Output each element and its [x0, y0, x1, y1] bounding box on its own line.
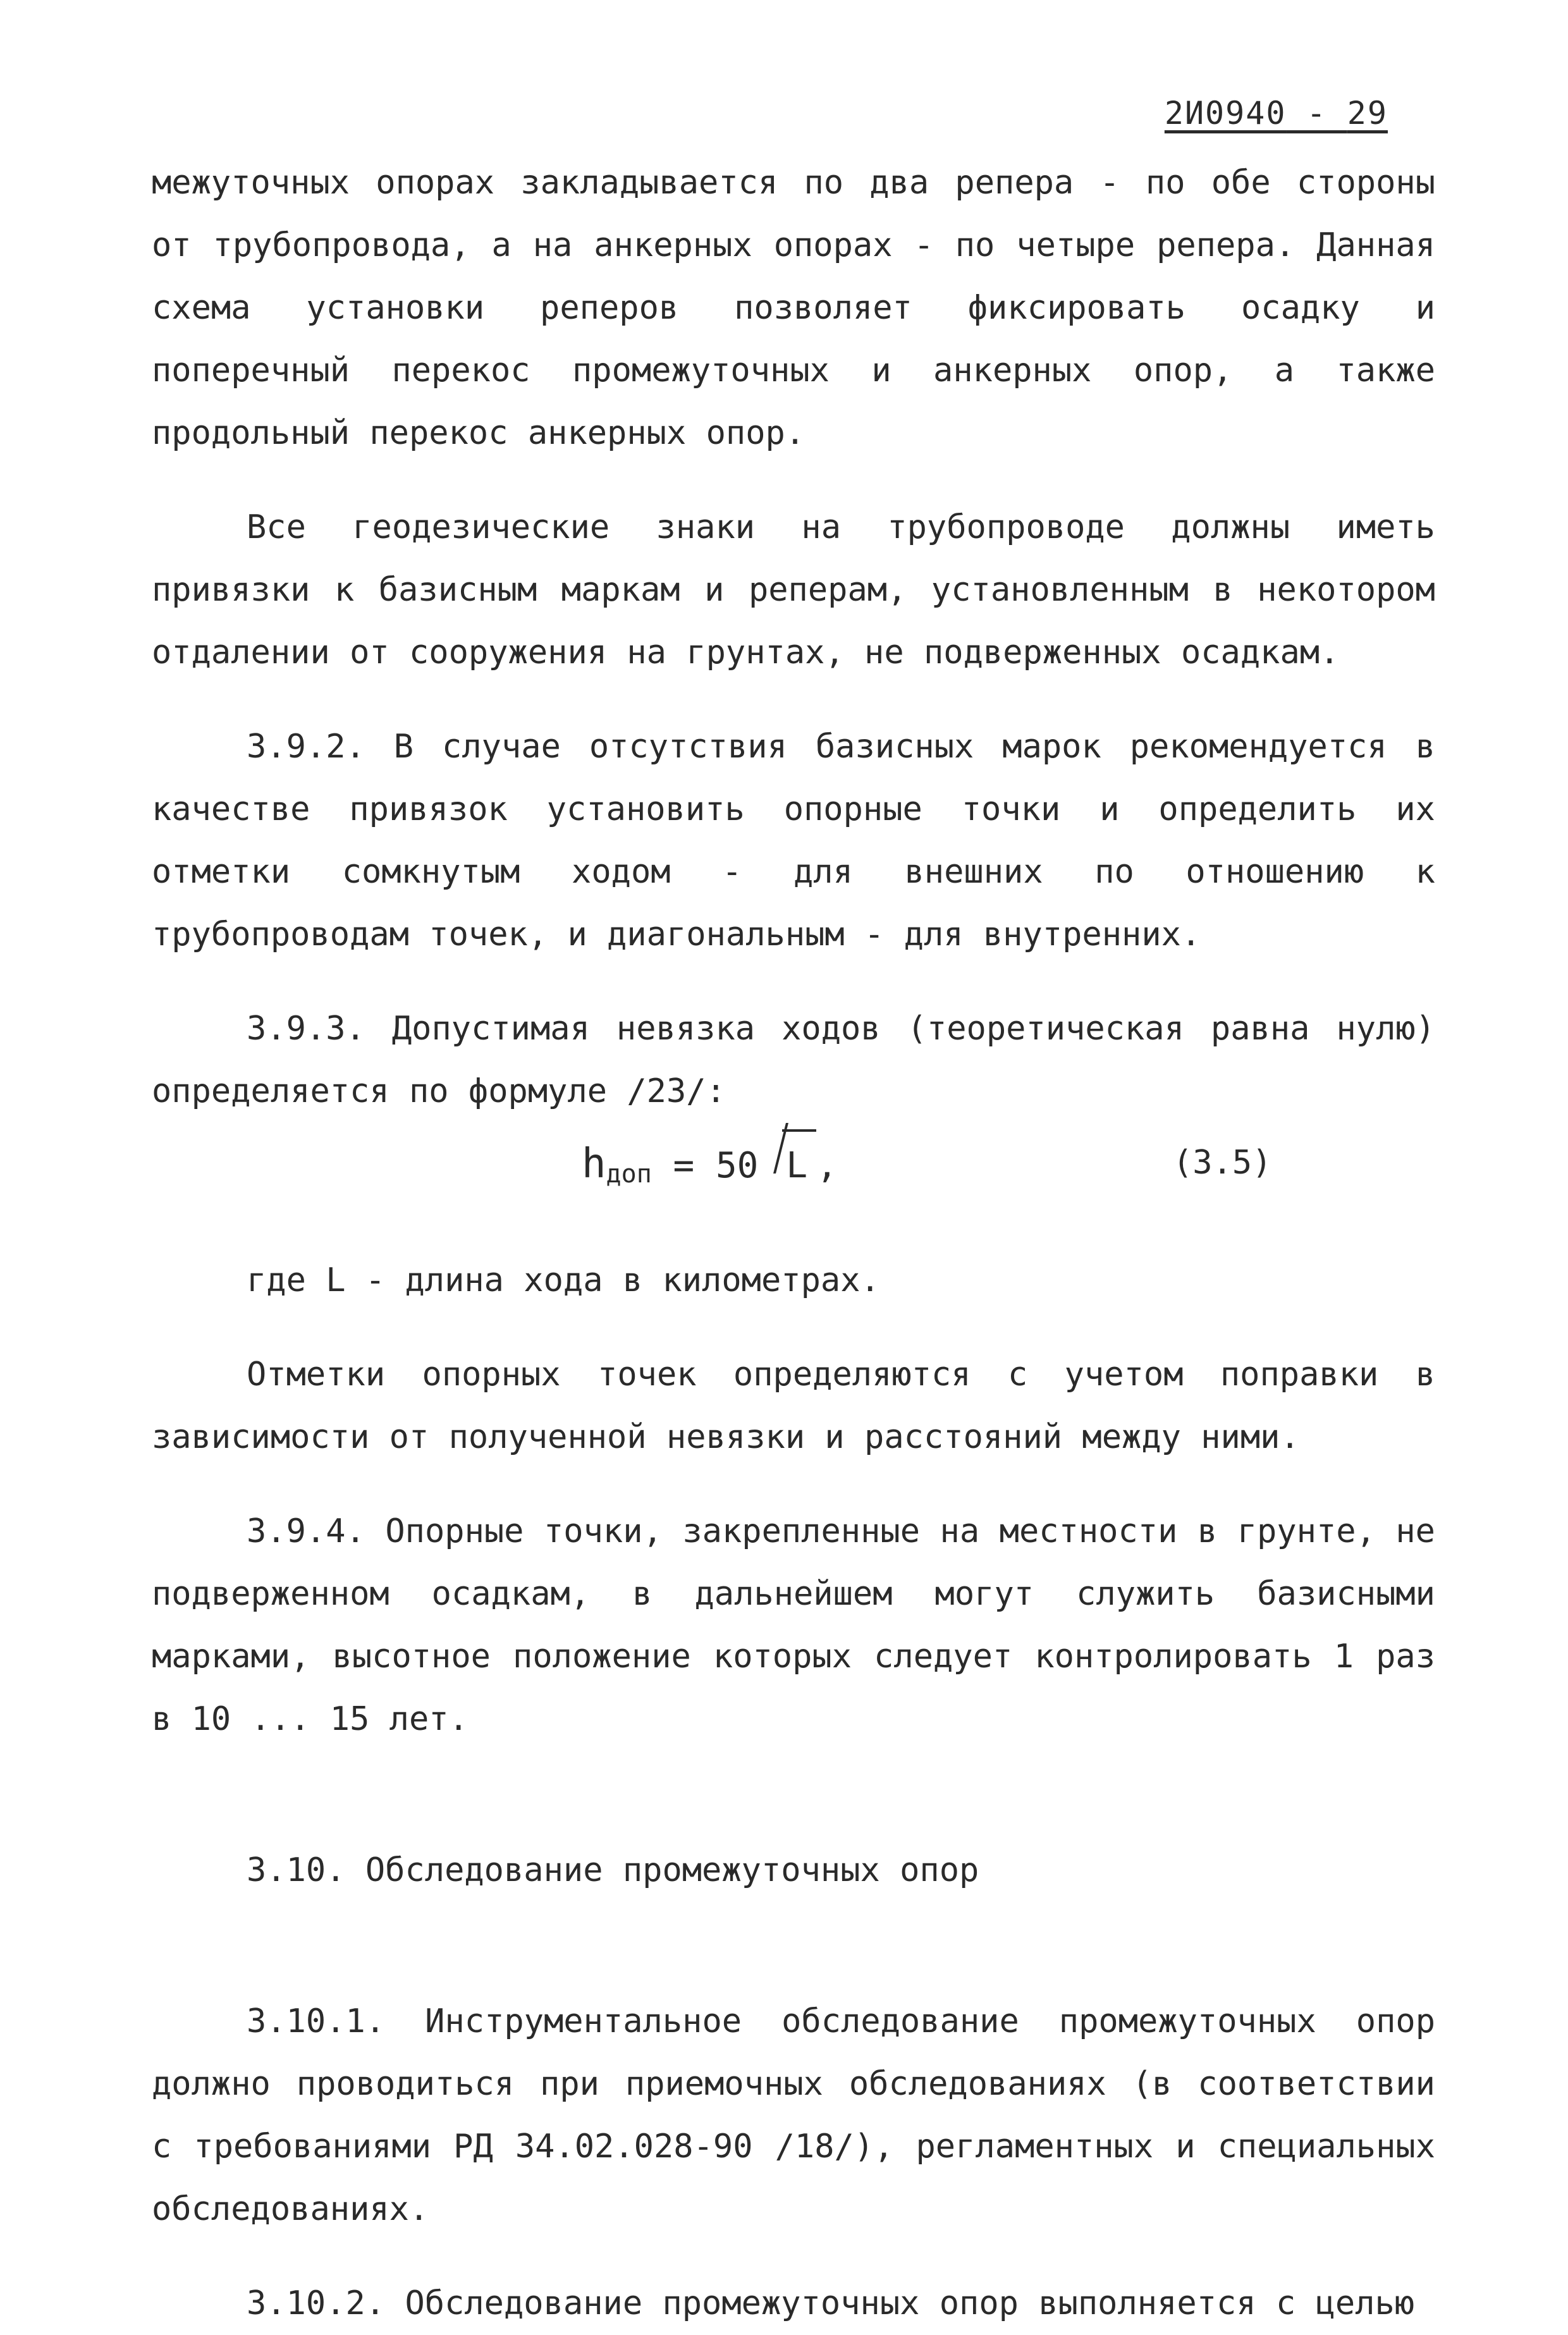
paragraph-reference-marks: Отметки опорных точек определяются с учетом поправки в зависимости от полученной невязки и расстояний между ними. — [152, 1356, 1435, 1456]
equation-number: (3.5) — [1173, 1144, 1272, 1182]
square-root-symbol — [761, 1129, 816, 1197]
paragraph-where-l: где L - длина хода в километрах. — [247, 1261, 880, 1299]
document-body — [152, 152, 1435, 2335]
paragraph-3-9-2: 3.9.2. В случае отсутствия базисных марок рекомендуется в качестве привязок установить опорные точки и определить их отметки сомкнутым ходом - для внешних по отношению к трубопроводам точек, и диагональным - для внутренних. — [152, 728, 1435, 953]
paragraph-continuation: межуточных опорах закладывается по два репера - по обе стороны от трубопровода, а на анкерных опорах - по четыре репера. Данная схема установки реперов позволяет фиксировать осадку и поперечный перекос промежуточных и анкерных опор, а также продольный перекос анкерных опор. — [152, 164, 1435, 452]
formula-3-5 — [152, 1123, 1435, 1218]
paragraph-3-10-2: 3.10.2. Обследование промежуточных опор выполняется с целью — [247, 2284, 1415, 2322]
page-header — [1165, 95, 1388, 132]
header-separator: - — [1286, 95, 1347, 132]
paragraph-3-9-3: 3.9.3. Допустимая невязка ходов (теоретическая равна нулю) определяется по формуле /23/: — [152, 1010, 1435, 1110]
doc-number: 2И0940 — [1164, 95, 1287, 132]
formula-equals: = — [651, 1145, 716, 1186]
formula-subscript: доп — [606, 1160, 652, 1189]
formula-h: h — [582, 1141, 606, 1187]
formula-radicand: L — [782, 1129, 816, 1197]
section-title-3-10: 3.10. Обследование промежуточных опор — [247, 1851, 979, 1889]
formula-trailing: , — [816, 1145, 838, 1186]
paragraph-3-9-4: 3.9.4. Опорные точки, закрепленные на местности в грунте, не подверженном осадкам, в дальнейшем могут служить базисными марками, высотное положение которых следует контролировать 1 раз в 10 ... 15 лет. — [152, 1512, 1435, 1738]
formula-expression — [582, 1129, 838, 1201]
page-number: 29 — [1347, 95, 1388, 132]
paragraph-geodetic-marks: Все геодезические знаки на трубопроводе должны иметь привязки к базисным маркам и реперам, установленным в некотором отдалении от сооружения на грунтах, не подверженных осадкам. — [152, 508, 1435, 671]
paragraph-3-10-1: 3.10.1. Инструментальное обследование промежуточных опор должно проводиться при приемочных обследованиях (в соответствии с требованиями РД 34.02.028-90 /18/), регламентных и специальных обследованиях. — [152, 2002, 1435, 2228]
formula-coefficient: 50 — [715, 1145, 759, 1186]
